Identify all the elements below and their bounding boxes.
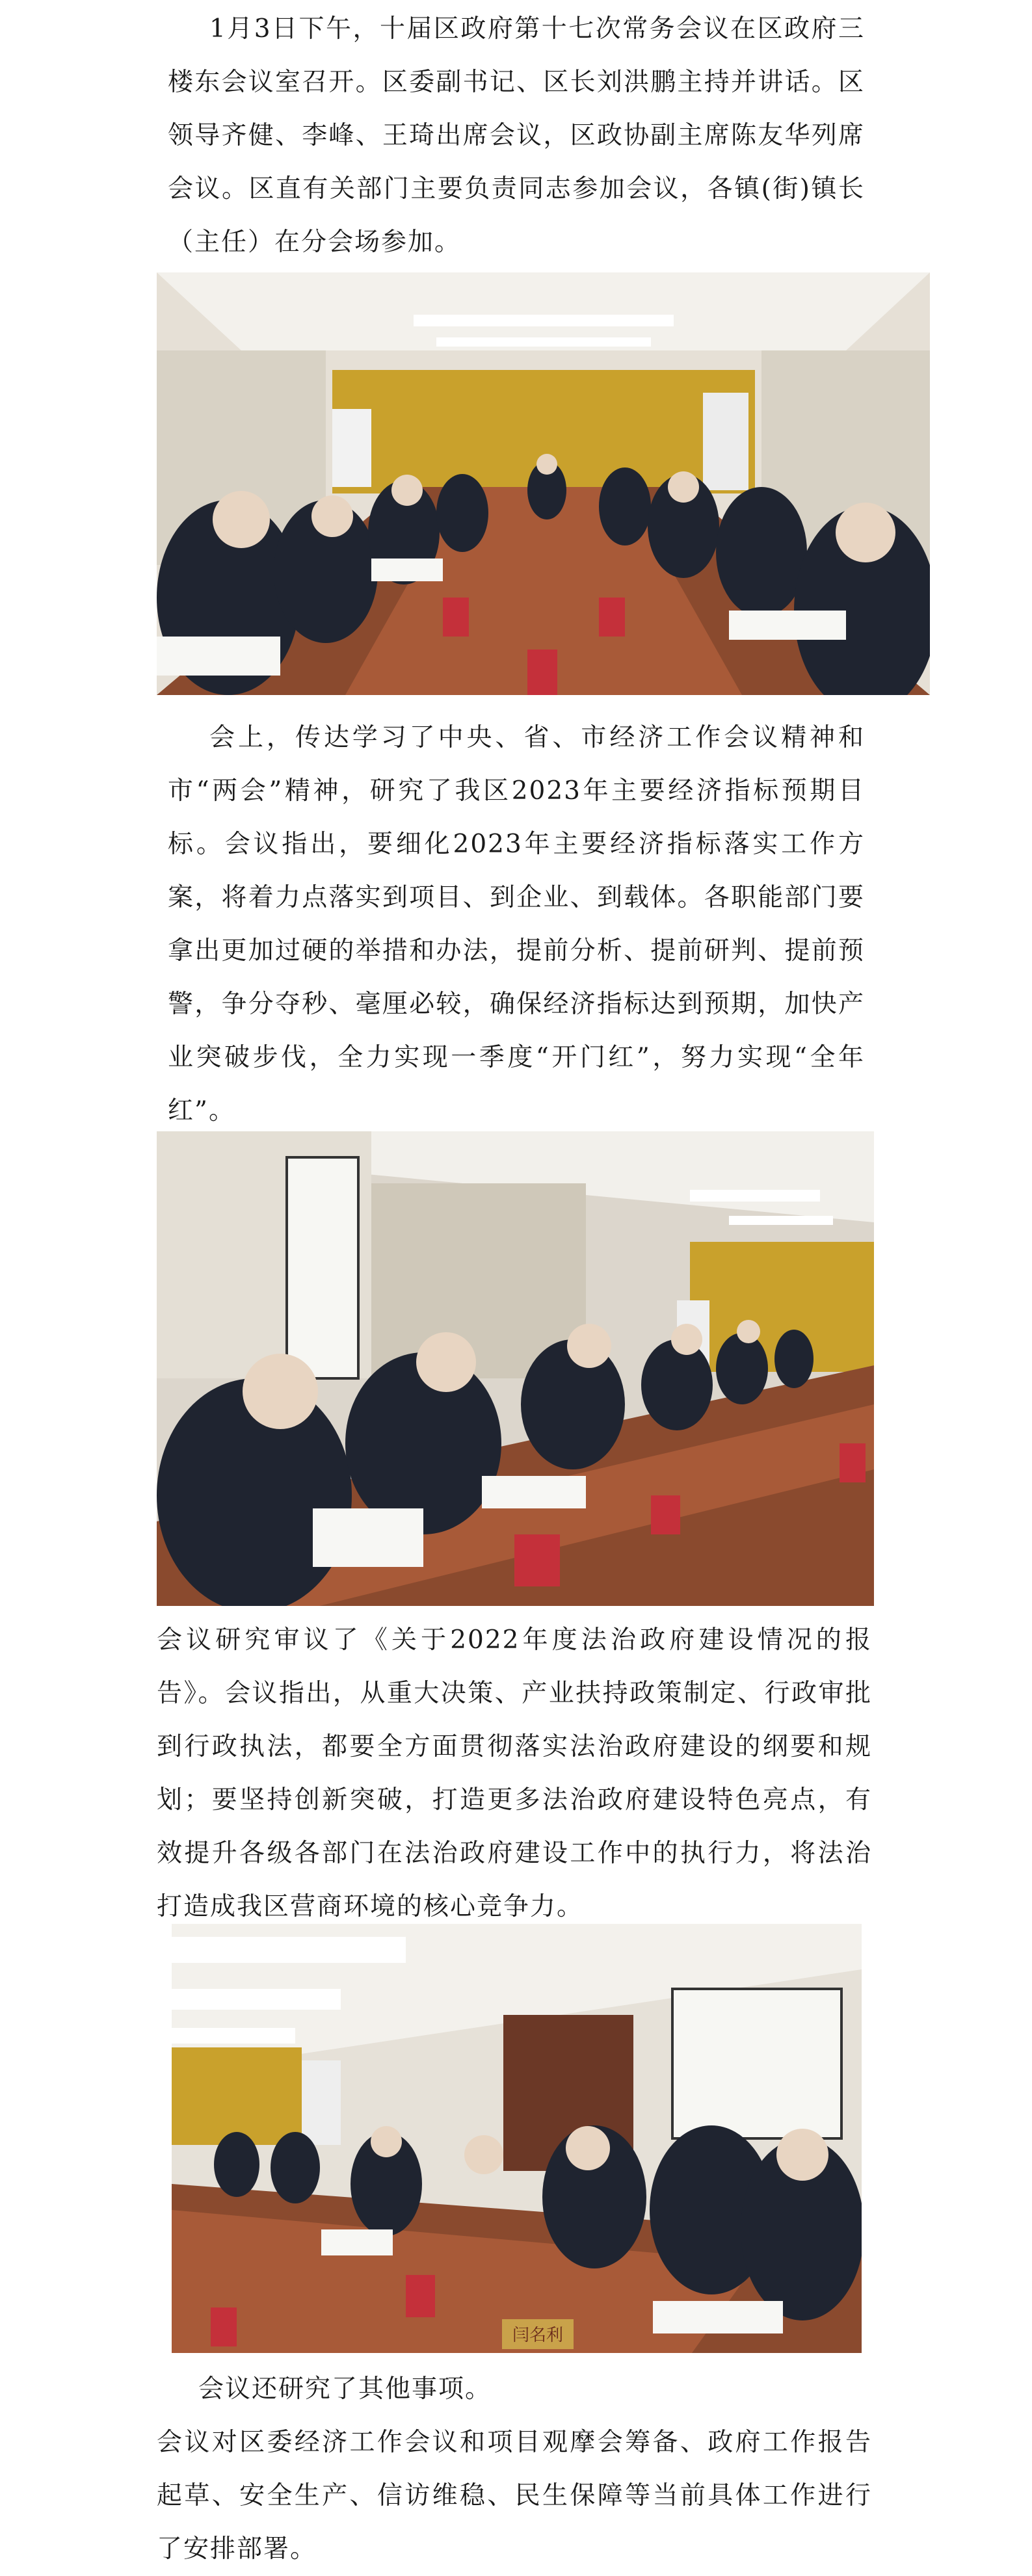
paragraph-5: 会议对区委经济工作会议和项目观摩会筹备、政府工作报告起草、安全生产、信访维稳、民生保障等当前具体工作进行了安排部署。 bbox=[157, 2428, 872, 2564]
nameplate-text: 闫名利 bbox=[512, 2326, 564, 2345]
meeting-photo-3 bbox=[172, 1924, 862, 2353]
meeting-photo-2 bbox=[157, 1131, 874, 1606]
meeting-photo-1 bbox=[157, 272, 930, 695]
paragraph-4: 会议还研究了其他事项。 bbox=[198, 2374, 492, 2404]
paragraph-2: 会上，传达学习了中央、省、市经济工作会议精神和市“两会”精神，研究了我区2023年主要经济指标预期目标。会议指出，要细化2023年主要经济指标落实工作方案，将着力点落实到项目、到企业、到载体。各职能部门要拿出更加过硬的举措和办法，提前分析、提前研判、提前预警，争分夺秒、毫厘必较，确保经济指标达到预期，加快产业突破步伐，全力实现一季度“开门红”，努力实现“全年红”。 bbox=[168, 723, 865, 1125]
paragraph-1: 1月3日下午，十届区政府第十七次常务会议在区政府三楼东会议室召开。区委副书记、区长刘洪鹏主持并讲话。区领导齐健、李峰、王琦出席会议，区政协副主席陈友华列席会议。区直有关部门主要负责同志参加会议，各镇(街)镇长（主任）在分会场参加。 bbox=[168, 14, 865, 257]
paragraph-3: 会议研究审议了《关于2022年度法治政府建设情况的报告》。会议指出，从重大决策、产业扶持政策制定、行政审批到行政执法，都要全方面贯彻落实法治政府建设的纲要和规划；要坚持创新突破，打造更多法治政府建设特色亮点，有效提升各级各部门在法治政府建设工作中的执行力，将法治打造成我区营商环境的核心竞争力。 bbox=[157, 1625, 872, 1921]
